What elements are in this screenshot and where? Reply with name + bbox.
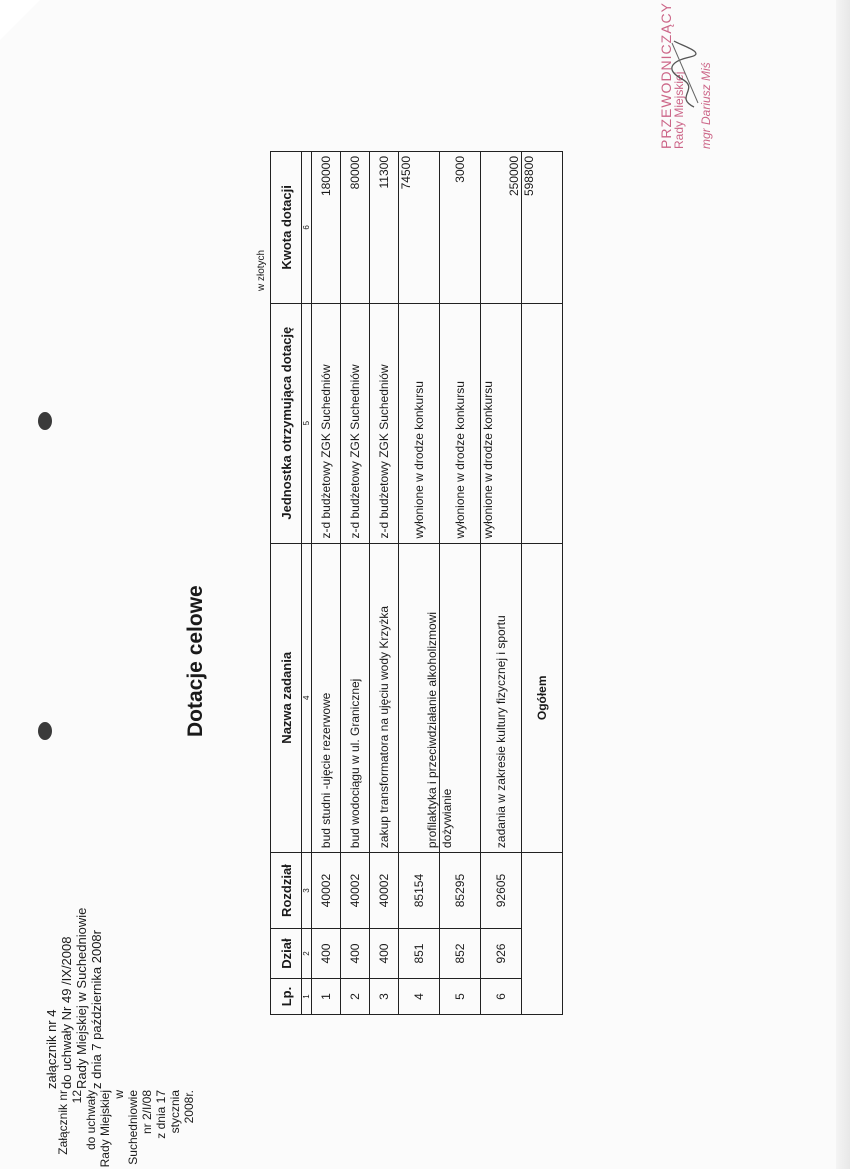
cell-jednostka: z-d budżetowy ZGK Suchedniów — [370, 303, 399, 543]
total-value: 598800 — [522, 152, 563, 304]
index-cell: 6 — [302, 152, 312, 304]
subsidies-table — [270, 151, 563, 1015]
stamp-line3: mgr Dariusz Miś — [699, 62, 713, 149]
cell-rozdzial: 40002 — [312, 853, 341, 929]
table-row — [440, 152, 481, 1015]
cell-nazwa: bud wodociągu w ul. Granicznej — [341, 543, 370, 853]
header-right — [56, 1090, 196, 1169]
cell-dzial: 852 — [440, 929, 481, 979]
col-header-nazwa: Nazwa zadania — [271, 543, 302, 853]
cell-empty — [522, 303, 563, 543]
cell-lp: 6 — [481, 979, 522, 1015]
stamp-line1: PRZEWODNICZĄCY — [658, 2, 674, 149]
cell-lp: 3 — [370, 979, 399, 1015]
index-cell: 1 — [302, 979, 312, 1015]
cell-jednostka: wyłonione w drodze konkursu — [440, 303, 481, 543]
cell-dzial: 400 — [370, 929, 399, 979]
cell-dzial: 400 — [312, 929, 341, 979]
header-right-line3: z dnia 17 stycznia 2008r. — [154, 1090, 196, 1139]
table-total-row — [522, 152, 563, 1015]
cell-kwota: 250000 — [481, 152, 522, 304]
cell-nazwa: dożywianie — [440, 543, 481, 853]
header-left-line2: do uchwały Nr 49 /IX/2008 — [59, 936, 74, 1089]
cell-jednostka: z-d budżetowy ZGK Suchedniów — [312, 303, 341, 543]
header-left-line1: załącznik nr 4 — [44, 1009, 59, 1089]
table-row — [341, 152, 370, 1015]
cell-lp: 4 — [399, 979, 440, 1015]
cell-jednostka: wyłonione w drodze konkursu — [399, 303, 440, 543]
header-left-line4: z dnia 7 października 2008r — [89, 930, 104, 1089]
cell-jednostka: wyłonione w drodze konkursu — [481, 303, 522, 543]
index-cell: 5 — [302, 303, 312, 543]
cell-rozdzial: 92605 — [481, 853, 522, 929]
header-right-line1: Załącznik nr 12 — [56, 1090, 84, 1155]
cell-lp: 1 — [312, 979, 341, 1015]
col-header-dzial: Dział — [271, 929, 302, 979]
cell-nazwa: zadania w zakresie kultury fizycznej i sportu — [481, 543, 522, 853]
index-row — [302, 152, 312, 1015]
signature-icon — [670, 39, 700, 109]
cell-rozdzial: 85295 — [440, 853, 481, 929]
col-header-rozdzial: Rozdział — [271, 853, 302, 929]
index-cell: 3 — [302, 853, 312, 929]
cell-lp: 5 — [440, 979, 481, 1015]
cell-kwota: 11300 — [370, 152, 399, 304]
index-cell: 2 — [302, 929, 312, 979]
unit-label: w złotych — [256, 249, 267, 291]
total-label: Ogółem — [522, 543, 563, 853]
cell-kwota: 74500 — [399, 152, 440, 304]
cell-dzial: 400 — [341, 929, 370, 979]
table-header-row — [271, 152, 302, 1015]
col-header-kwota: Kwota dotacji — [271, 152, 302, 304]
index-cell: 4 — [302, 543, 312, 853]
cell-rozdzial: 85154 — [399, 853, 440, 929]
stamp-line2: Rady Miejskiej — [672, 71, 686, 149]
cell-rozdzial: 40002 — [341, 853, 370, 929]
chairman-stamp — [660, 0, 740, 149]
header-left-line3: Rady Miejskiej w Suchedniowie — [74, 907, 89, 1089]
table-row — [481, 152, 522, 1015]
cell-kwota: 180000 — [312, 152, 341, 304]
cell-kwota: 80000 — [341, 152, 370, 304]
cell-lp: 2 — [341, 979, 370, 1015]
table-row — [370, 152, 399, 1015]
cell-nazwa: bud studni -ujęcie rezerwowe — [312, 543, 341, 853]
cell-dzial: 926 — [481, 929, 522, 979]
cell-jednostka: z-d budżetowy ZGK Suchedniów — [341, 303, 370, 543]
cell-rozdzial: 40002 — [370, 853, 399, 929]
cell-kwota: 3000 — [440, 152, 481, 304]
table-row — [399, 152, 440, 1015]
header-right-line2: do uchwały Rady Miejskiej w Suchedniowie nr 2/I/08 — [84, 1090, 154, 1168]
cell-nazwa: profilaktyka i przeciwdziałanie alkoholizmowi — [399, 543, 440, 853]
header-left — [44, 908, 104, 1089]
cell-dzial: 851 — [399, 929, 440, 979]
page-title: Dotacje celowe — [184, 585, 207, 737]
col-header-lp: Lp. — [271, 979, 302, 1015]
cell-nazwa: zakup transformatora na ujęciu wody Krzyżka — [370, 543, 399, 853]
col-header-jednostka: Jednostka otrzymująca dotację — [271, 303, 302, 543]
cell-empty — [522, 853, 563, 1015]
table-row — [312, 152, 341, 1015]
